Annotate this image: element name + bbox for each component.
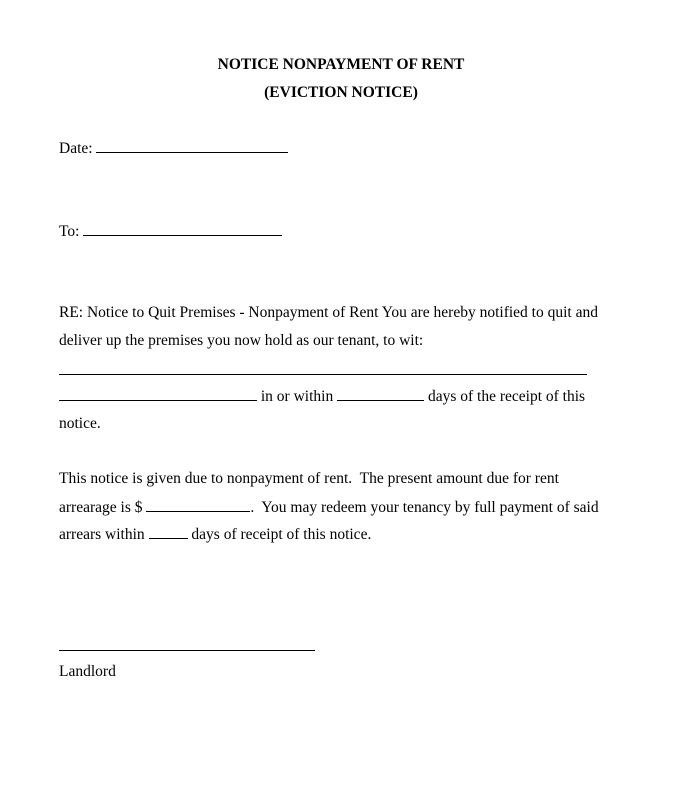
para2-line-2 [59, 497, 599, 518]
premises-blank-line[interactable] [59, 374, 587, 375]
para2-line-3 [59, 524, 371, 545]
to-row [59, 221, 282, 242]
document-subtitle: (EVICTION NOTICE) [264, 84, 418, 101]
to-label: To: [59, 223, 80, 240]
premises-blank-continued[interactable] [59, 386, 257, 401]
date-row [59, 138, 288, 159]
landlord-label: Landlord [59, 663, 116, 680]
days-of-receipt-text: days of the receipt of this [427, 388, 586, 405]
para2-line-1: This notice is given due to nonpayment of rent. The present amount due for rent [59, 470, 559, 487]
date-blank[interactable] [96, 138, 288, 153]
re-line-5: notice. [59, 415, 101, 432]
re-line-2: deliver up the premises you now hold as our tenant, to wit: [59, 332, 424, 349]
re-line-4 [59, 386, 585, 407]
document-title: NOTICE NONPAYMENT OF RENT [217, 56, 465, 73]
signature-line[interactable] [59, 650, 315, 651]
arrearage-text: arrearage is $ [59, 499, 143, 516]
amount-due-blank[interactable] [146, 497, 250, 512]
to-blank[interactable] [83, 221, 282, 236]
redeem-days-blank[interactable] [149, 524, 188, 539]
in-or-within-text: in or within [260, 388, 334, 405]
quit-days-blank[interactable] [337, 386, 424, 401]
redeem-text: . You may redeem your tenancy by full payment of said [250, 499, 599, 516]
date-label: Date: [59, 140, 93, 157]
re-line-1: RE: Notice to Quit Premises - Nonpayment of Rent You are hereby notified to quit and [59, 304, 598, 321]
days-of-receipt-notice-text: days of receipt of this notice. [191, 526, 372, 543]
arrears-within-text: arrears within [59, 526, 145, 543]
